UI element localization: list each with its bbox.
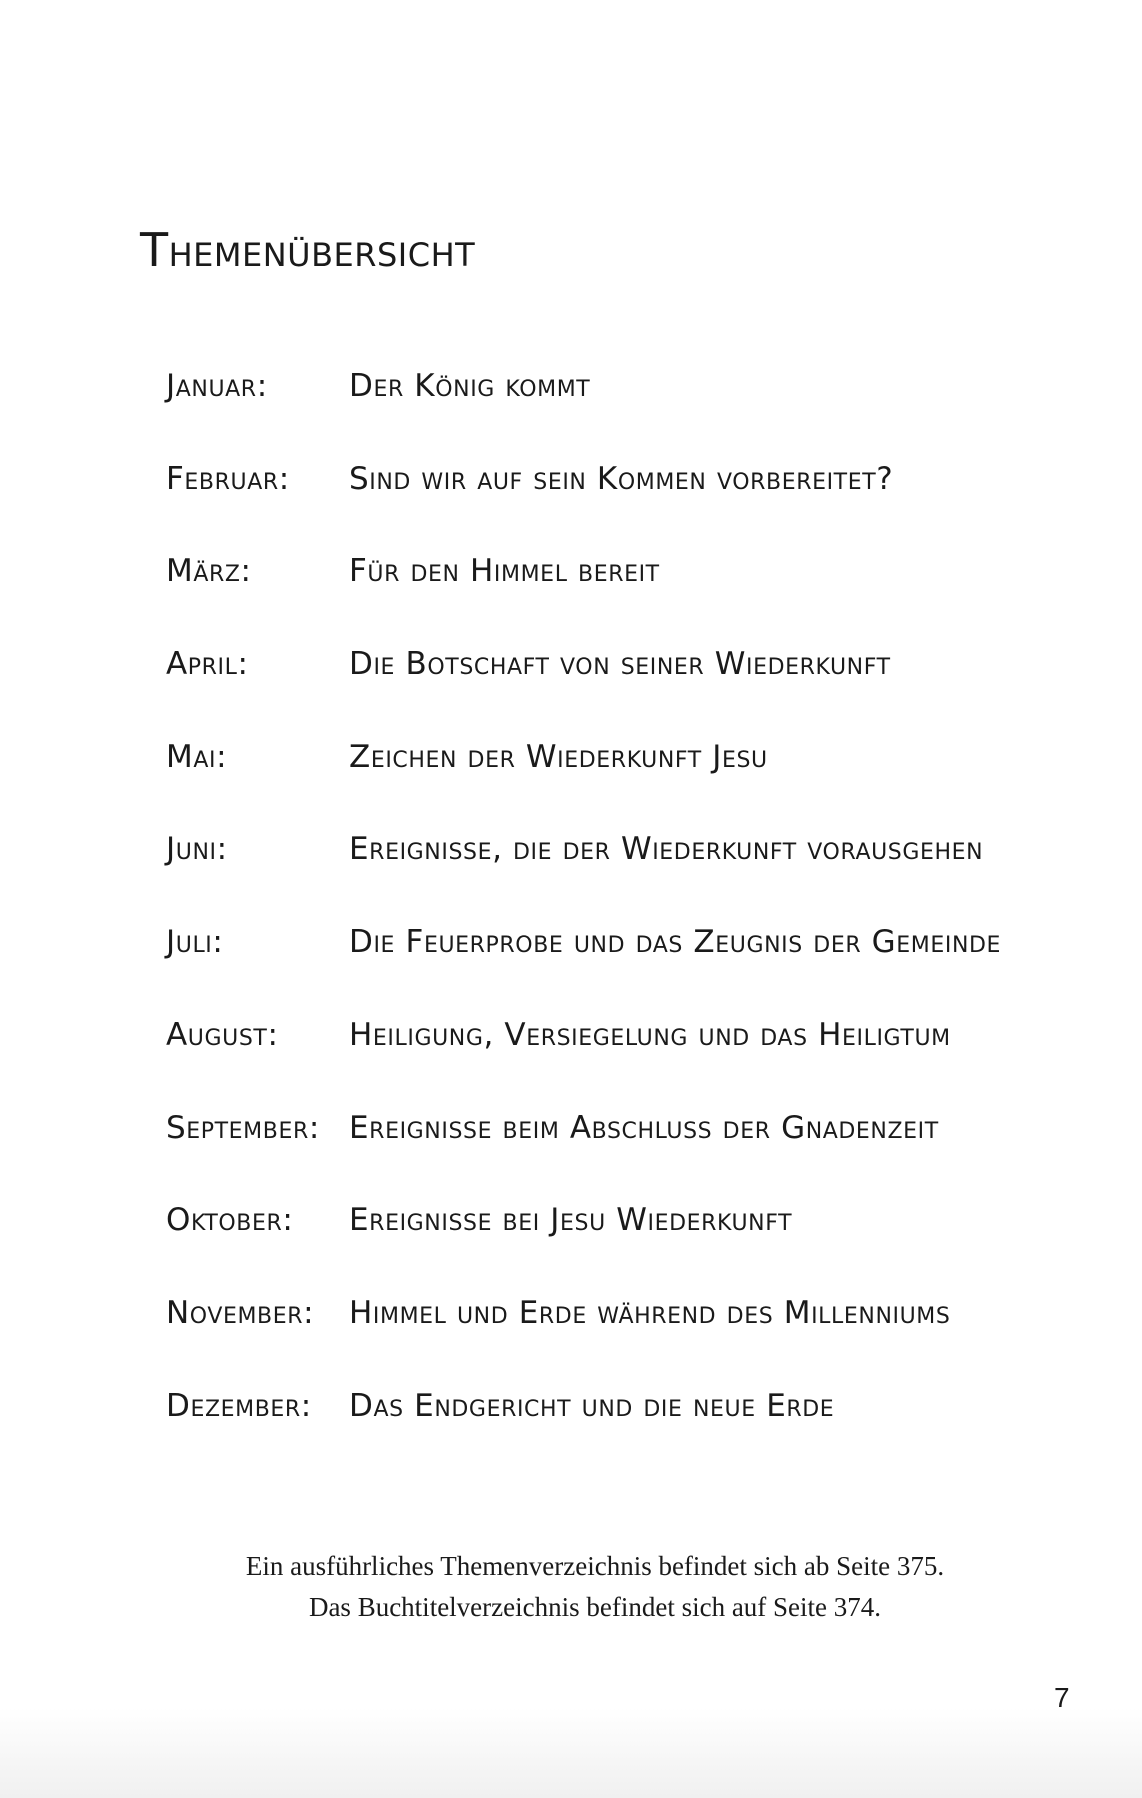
month-label: August: <box>166 1016 279 1053</box>
topic-title: Sind wir auf sein Kommen vorbereitet? <box>349 460 894 497</box>
month-label: November: <box>166 1294 315 1331</box>
month-label: April: <box>166 646 249 683</box>
toc-entry-april <box>166 640 1066 733</box>
topic-title: Heiligung, Versiegelung und das Heiligtum <box>349 1016 951 1053</box>
month-label: Dezember: <box>166 1387 312 1424</box>
index-reference-note <box>0 1546 1142 1628</box>
toc-entry-september <box>166 1104 1066 1197</box>
topic-title: Zeichen der Wiederkunft Jesu <box>349 738 768 775</box>
month-label: Januar: <box>166 368 268 404</box>
topic-title: Ereignisse bei Jesu Wiederkunft <box>349 1202 793 1239</box>
toc-entry-november <box>166 1289 1066 1382</box>
toc-entry-january <box>166 362 1066 455</box>
topic-title: Die Botschaft von seiner Wiederkunft <box>349 646 891 683</box>
topic-title: Die Feuerprobe und das Zeugnis der Gemeinde <box>349 924 1002 961</box>
toc-entry-july <box>166 918 1066 1011</box>
toc-entry-august <box>166 1011 1066 1104</box>
topic-title: Ereignisse beim Abschluss der Gnadenzeit <box>349 1109 939 1146</box>
month-label: Juni: <box>166 831 228 868</box>
book-title-index-reference: Das Buchtitelverzeichnis befindet sich auf Seite 374. <box>308 1592 882 1622</box>
month-label: März: <box>166 553 252 590</box>
topic-overview-list <box>166 362 1066 1474</box>
topic-title: Für den Himmel bereit <box>349 553 660 590</box>
topic-index-reference: Ein ausführliches Themenverzeichnis befindet sich ab Seite 375. <box>245 1551 945 1581</box>
toc-entry-may <box>166 733 1066 826</box>
topic-title: Der König kommt <box>349 368 591 404</box>
toc-entry-february <box>166 455 1066 548</box>
topic-title: Himmel und Erde während des Millenniums <box>349 1294 951 1331</box>
toc-entry-december <box>166 1382 1066 1475</box>
page-title: Themenübersicht <box>140 223 476 277</box>
month-label: Juli: <box>166 924 224 961</box>
page-number: 7 <box>1054 1682 1070 1713</box>
month-label: September: <box>166 1109 320 1146</box>
month-label: Mai: <box>166 738 228 775</box>
toc-entry-october <box>166 1196 1066 1289</box>
month-label: Oktober: <box>166 1202 294 1239</box>
toc-entry-june <box>166 825 1066 918</box>
toc-entry-march <box>166 547 1066 640</box>
topic-title: Das Endgericht und die neue Erde <box>349 1387 835 1424</box>
topic-title: Ereignisse, die der Wiederkunft vorausgehen <box>349 831 984 868</box>
month-label: Februar: <box>166 460 290 497</box>
